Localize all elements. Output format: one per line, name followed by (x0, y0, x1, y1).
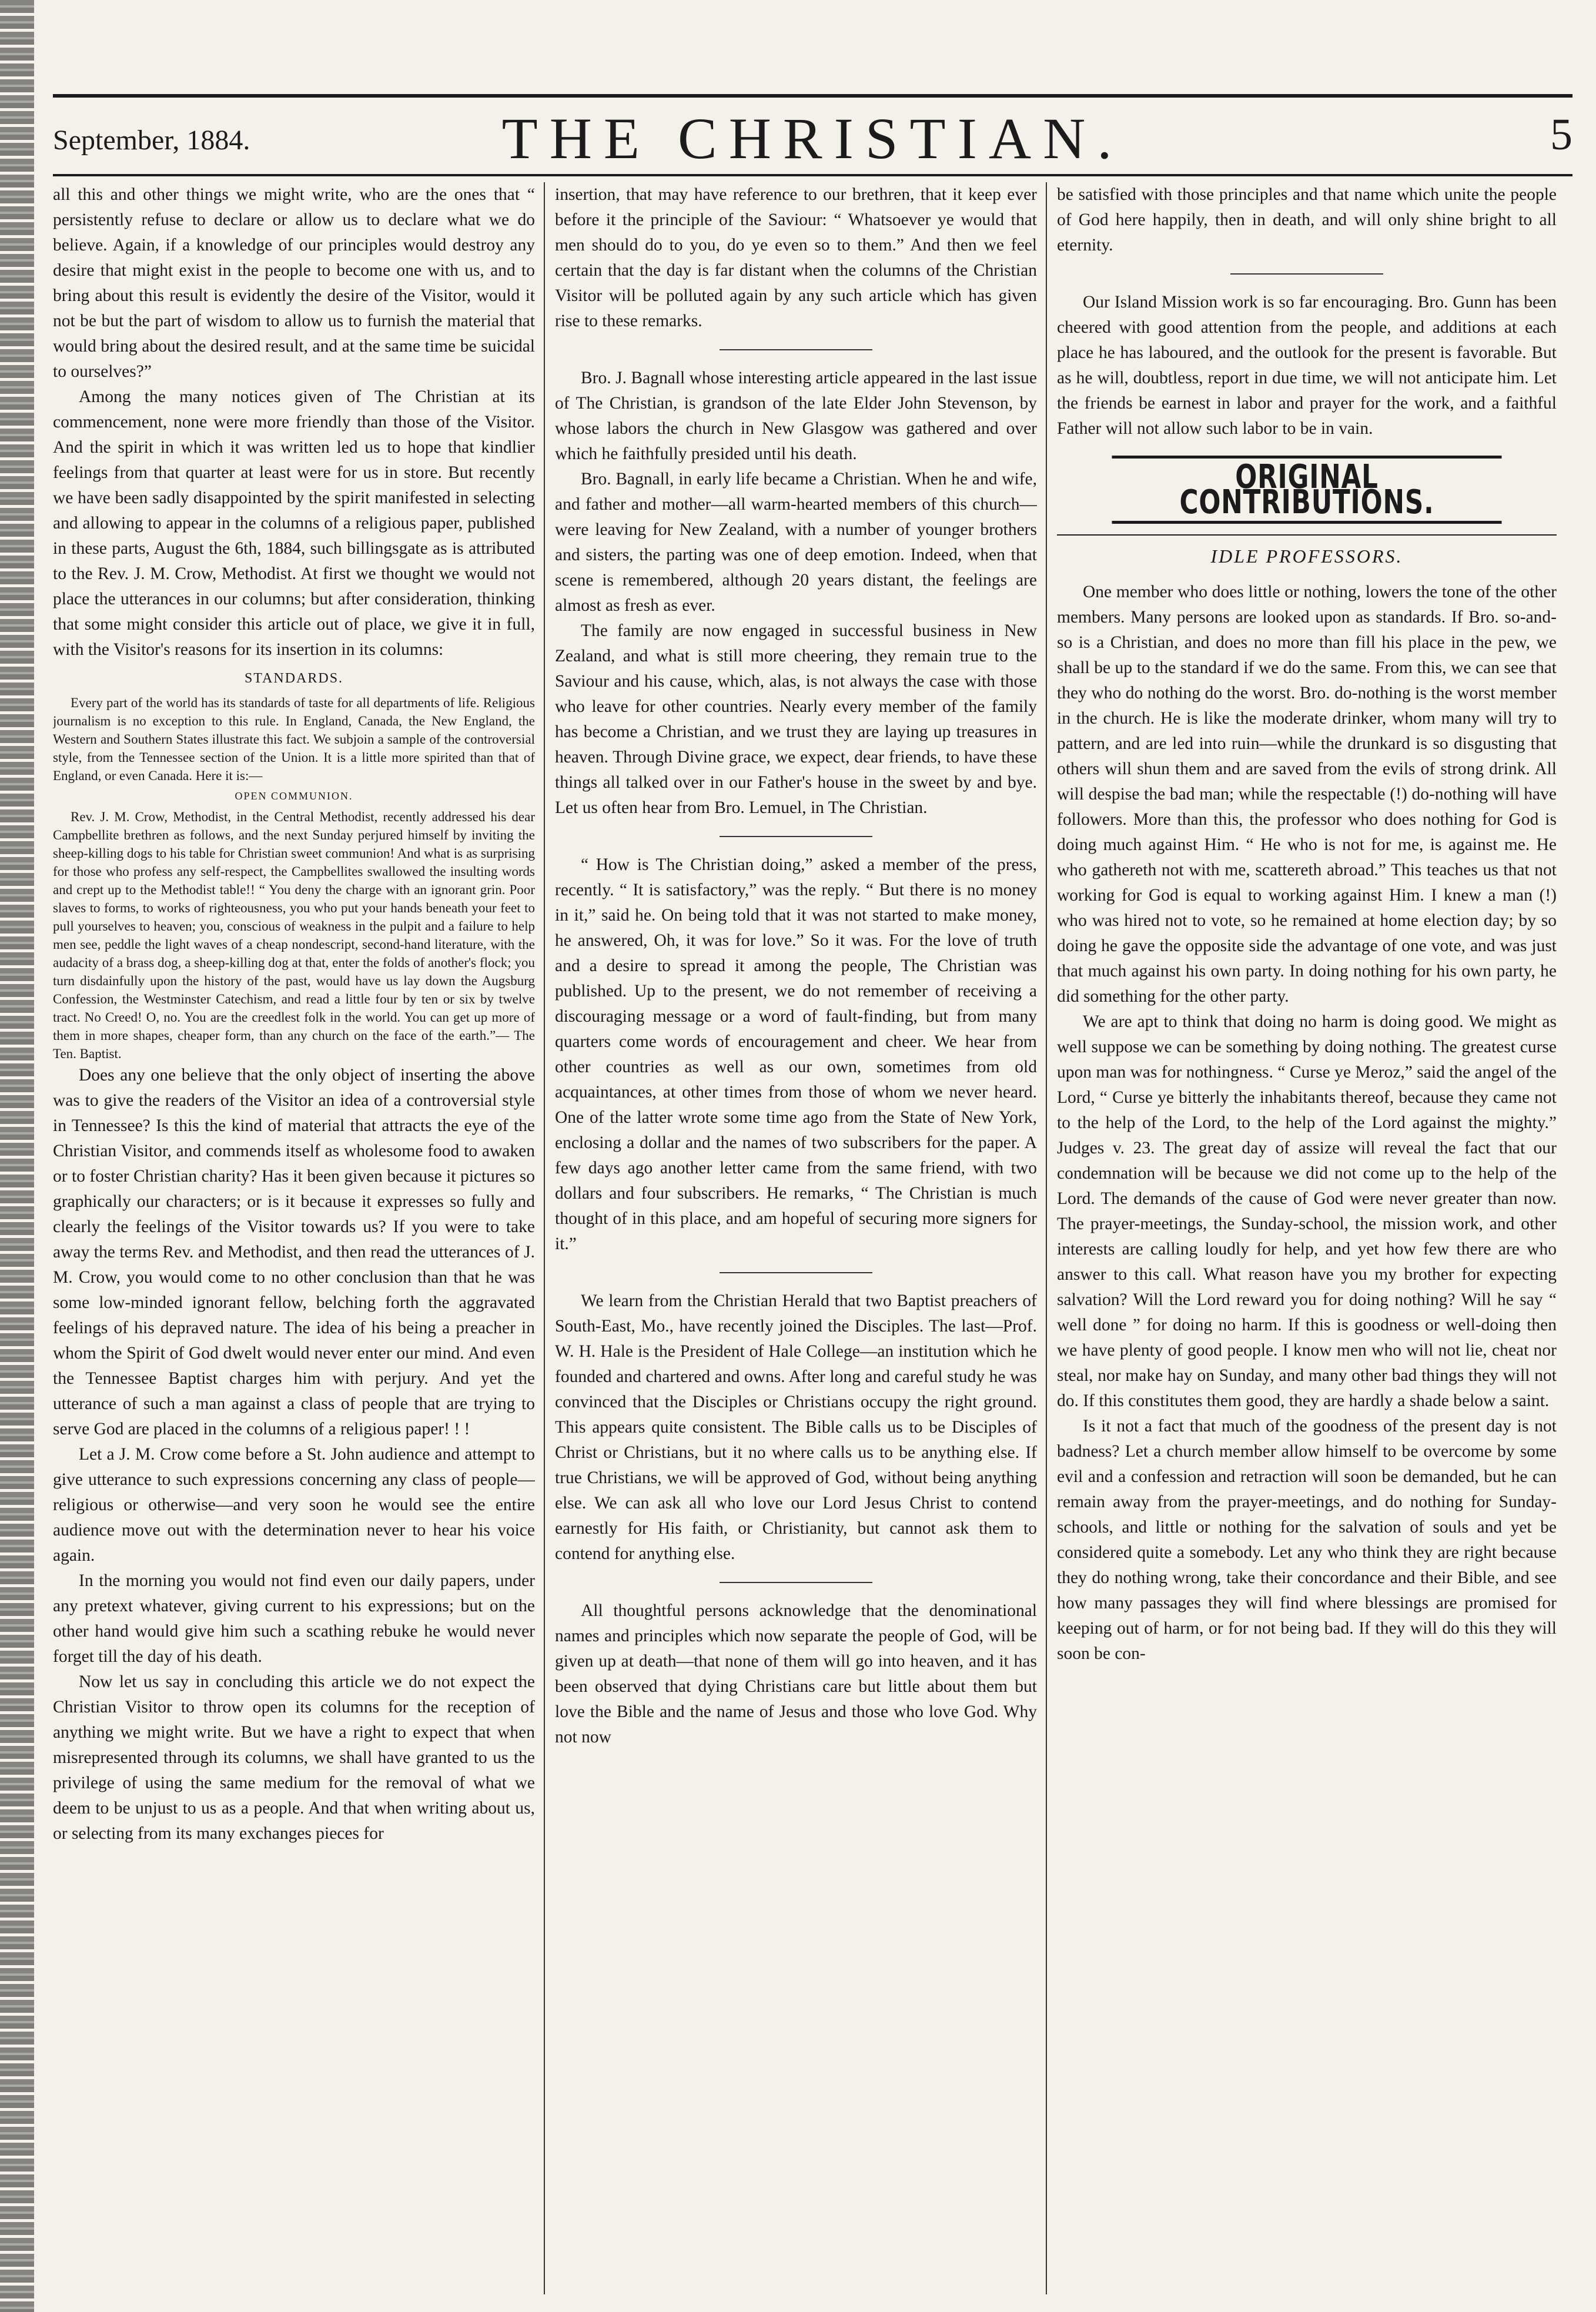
masthead-rule-top (53, 94, 1572, 98)
column-divider-2 (1046, 182, 1047, 2294)
open-communion-text: Rev. J. M. Crow, Methodist, in the Central Methodist, recently addressed his dear Campbellite brethren as follows, and the next Sunday perjured himself by inviting the sheep-killing dogs to his table for Christian sweet communion! And what is as surprising for those who profess any self-respect, the Campbellites swallowed the insulting words and crept up to the Methodist table!! “ You deny the charge with an ignorant grin. Poor slaves to forms, to works of righteousness, you who put your hands beneath your feet to pull yourselves to heaven; you, conscious of weakness in the pulpit and a failure to help men see, peddle the light waves of a cheap nondescript, second-hand literature, with the audacity of a brass dog, a sheep-killing dog at that, enter the folds of another's flock; you turn disdainfully upon the history of the past, would have us lay down the Augsburg Confession, the Westminster Catechism, and read a little four by ten or six by twelve tract. No Creed! O, no. You are the creedlest folk in the world. You can get up more of them in more shapes, cheaper form, than any church on the face of the earth.”— The Ten. Baptist. (53, 809, 535, 1061)
mission-paragraph: Our Island Mission work is so far encouraging. Bro. Gunn has been cheered with good attention from the people, and additions at each place he has laboured, and the outlook for the present is favorable. But as he will, doubtless, report in due time, we will not anticipate him. Let the friends be earnest in labor and prayer for the work, and a faithful Father will not allow such labor to be in vain. (1057, 293, 1557, 438)
article-paragraph: Let a J. M. Crow come before a St. John audience and attempt to give utterance to such expressions concerning any class of people—religious or otherwise—and very soon he would see the entire audience move out with the determination never to hear his voice again. (53, 1445, 535, 1565)
banner-rule (1057, 534, 1557, 536)
standards-heading: STANDARDS. (244, 671, 344, 686)
article-paragraph: all this and other things we might write, who are the ones that “ persistently refuse to declare or allow us to declare what we do believe. Again, if a knowledge of our principles would destroy any desire that might exist in the people to become one with us, and to bring about this result is evidently the desire of the Visitor, would it not be but the part of wisdom to allow us to furnish the material that would bring about the desired result, and at the same time be suicidal to ourselves?” (53, 185, 535, 381)
column-three (1057, 182, 1557, 2294)
article-paragraph: We are apt to think that doing no harm is doing good. We might as well suppose we can be something by doing nothing. The greatest curse upon man was for nothingness. “ Curse ye Meroz,” said the angel of the Lord, “ Curse ye bitterly the inhabitants thereof, because they came not to the help of the Lord, to the help of the Lord against the mighty.” Judges v. 23. The great day of assize will reveal the fact that our condemnation will be because we did not come up to the help of the Lord. The demands of the cause of God were never greater than now. The prayer-meetings, the Sunday-school, the mission work, and other interests are calling loudly for help, and yet how few there are who answer to this call. What reason have you my brother for expecting salvation? Will the Lord reward you for doing nothing? Will he say “ well done ” for doing no harm. If this is goodness or well-doing then we have plenty of good people. I know men who will not lie, cheat nor steal, nor make hay on Sunday, and many other bad things they will not do. If this constitutes them good, they are hardly a shade below a saint. (1057, 1012, 1557, 1410)
article-paragraph: In the morning you would not find even our daily papers, under any pretext whatever, giving current to his expressions; but on the other hand would give him such a scathing rebuke he would never forget till the day of his death. (53, 1571, 535, 1666)
binding-edge (0, 0, 34, 2312)
article-paragraph: Now let us say in concluding this article we do not expect the Christian Visitor to throw open its columns for the reception of anything we might write. But we have a right to expect that when misrepresented through its columns, we shall have granted to us the privilege of using the same medium for the removal of what we deem to be unjust to us as a people. And that when writing about us, or selecting from its many exchanges pieces for (53, 1672, 535, 1843)
issue-date: September, 1884. (53, 125, 250, 156)
news-paragraph: All thoughtful persons acknowledge that the denominational names and principles which now separate the people of God, will be given up at death—that none of them will go into heaven, and it has been observed that dying Christians care but little about them but love the Bible and the name of Jesus and those who love God. Why not now (555, 1601, 1037, 1746)
section-separator (720, 836, 872, 837)
bagnall-paragraph: Bro. Bagnall, in early life became a Christian. When he and wife, and father and mother—all warm-hearted members of this church—were leaving for New Zealand, with a number of younger brothers and sisters, the parting was one of deep emotion. Indeed, when that scene is remembered, although 20 years distant, the feelings are almost as fresh as ever. (555, 470, 1037, 615)
article-paragraph: One member who does little or nothing, lowers the tone of the other members. Many persons are looked upon as standards. If Bro. so-and-so is a Christian, and does no more than fill his place in the pew, we shall be up to the standard if we do the same. From this, we can see that they who do nothing do the worst. Bro. do-nothing is the worst member in the church. He is like the moderate drinker, whom many will try to pattern, and are led into ruin—while the drunkard is so disgusting that others will shun them and are saved from the evils of strong drink. All will despise the bad man; while the respectable (!) do-nothing will have followers. More than this, the professor who does nothing for God is doing much against Him. “ He who is not for me, is against me. He who gathereth not with me, scattereth abroad.” This teaches us that not working for God is equal to working against Him. I knew a man (!) who was hired not to vote, so he remained at home election day; by so doing he gave the opposite side the advantage of one vote, and was just that much against his own party. In doing nothing for his own party, he did something for the other party. (1057, 583, 1557, 1006)
standards-text: Every part of the world has its standards of taste for all departments of life. Religious journalism is no exception to this rule. In England, Canada, the New England, the Western and Southern States illustrate this fact. We subjoin a sample of the controversial style, from the Tennessee section of the Union. It is a little more spirited than that of England, or even Canada. Here it is:— (53, 695, 535, 783)
bagnall-paragraph: Bro. J. Bagnall whose interesting article appeared in the last issue of The Christian, is grandson of the late Elder John Stevenson, by whose labors the church in New Glasgow was gathered and over which he faithfully presided until his death. (555, 369, 1037, 463)
masthead (53, 99, 1572, 173)
news-paragraph: We learn from the Christian Herald that two Baptist preachers of South-East, Mo., have recently joined the Disciples. The last—Prof. W. H. Hale is the President of Hale College—an institution which he founded and chartered and owns. After long and careful study he was convinced that the Disciples or Christians occupy the right ground. This appears quite consistent. The Bible calls us to be Disciples of Christ or Christians, but it no where calls us to be anything else. If true Christians, we will be approved of God, without being anything else. We can ask all who love our Lord Jesus Christ to contend earnestly for His faith, or Christianity, but cannot ask them to contend for anything else. (555, 1291, 1037, 1563)
standards-quote (53, 694, 535, 1063)
masthead-rule-bottom (53, 174, 1572, 176)
section-separator (1230, 273, 1383, 275)
page-number: 5 (1550, 110, 1572, 159)
article-paragraph: Is it not a fact that much of the goodness of the present day is not badness? Let a church member allow himself to be overcome by some evil and a confession and retraction will soon be demanded, but he can remain away from the prayer-meetings, and do nothing for Sunday-schools, and little or nothing for the salvation of souls and yet be considered quite a somebody. Let any who think they are right because they do nothing wrong, take their concordance and their Bible, and see how many passages they will find where blessings are promised for keeping out of harm, or for not being bad. If they will do this they will soon be con- (1057, 1417, 1557, 1663)
section-separator (720, 1272, 872, 1273)
open-communion-heading: OPEN COMMUNION. (235, 790, 353, 802)
article-paragraph: be satisfied with those principles and that name which unite the people of God here happily, then in death, and will only shine bright to all eternity. (1057, 185, 1557, 255)
article-title: IDLE PROFESSORS. (1210, 546, 1403, 567)
bagnall-paragraph: The family are now engaged in successful business in New Zealand, and what is still more cheering, they remain true to the Saviour and his cause, which, alas, is not always the case with those who leave for other countries. Nearly every member of the family has become a Christian, and we trust they are laying up treasures in heaven. Through Divine grace, we expect, dear friends, to have these things all talked over in our Father's house in the sweet by and bye. Let us often hear from Bro. Lemuel, in The Christian. (555, 621, 1037, 817)
paper-status-paragraph: “ How is The Christian doing,” asked a member of the press, recently. “ It is satisfactory,” was the reply. “ But there is no money in it,” said he. On being told that it was not started to make money, he answered, Oh, it was for love.” So it was. For the love of truth and a desire to spread it among the people, The Christian was published. Up to the present, we do not remember of receiving a discouraging message or a word of fault-finding, but from many quarters come words of encouragement and cheer. We hear from other countries as well as our own, sometimes from old acquaintances, at other times from those of whom we never heard. One of the latter wrote some time ago from the State of New York, enclosing a dollar and the names of two subscribers for the paper. A few days ago another letter came from the same friend, with two dollars and four subscribers. He remarks, “ The Christian is much thought of in this place, and am hopeful of securing more signers for it.” (555, 855, 1037, 1253)
section-separator (720, 1582, 872, 1583)
section-banner: ORIGINAL CONTRIBUTIONS. (1112, 456, 1502, 524)
article-paragraph: Does any one believe that the only object of inserting the above was to give the readers of the Visitor an idea of a controversial style in Tennessee? Is this the kind of material that attracts the eye of the Christian Visitor, and commends itself as wholesome food to awaken or to foster Christian charity? Has it been given because it pictures so graphically our characters; or is it because it expresses so fully and clearly the feelings of the Visitor towards us? If you were to take away the terms Rev. and Methodist, and then read the utterances of J. M. Crow, you would come to no other conclusion than that he was some low-minded ignorant fellow, belching forth the aggravated feelings of his depraved nature. The idea of his being a preacher in whom the Spirit of God dwelt would never enter our mind. And even the Tennessee Baptist charges him with perjury. And yet the utterance of such a man against a class of people that are trying to serve God are placed in the columns of a religious paper! ! ! (53, 1066, 535, 1438)
column-one (53, 182, 535, 2294)
section-separator (720, 349, 872, 350)
newspaper-title: THE CHRISTIAN. (501, 106, 1124, 171)
column-two (555, 182, 1037, 2294)
column-divider-1 (544, 182, 545, 2294)
article-paragraph: insertion, that may have reference to our brethren, that it keep ever before it the principle of the Saviour: “ Whatsoever ye would that men should do to you, do ye even so to them.” And then we feel certain that the day is far distant when the columns of the Christian Visitor will be polluted again by any such article which has given rise to these remarks. (555, 185, 1037, 330)
article-paragraph: Among the many notices given of The Christian at its commencement, none were more friendly than those of the Visitor. And the spirit in which it was written led us to hope that kindlier feelings from that quarter at least were for us in store. But recently we have been sadly disappointed by the spirit manifested in selecting and allowing to appear in the columns of a religious paper, published in these parts, August the 6th, 1884, such billingsgate as is attributed to the Rev. J. M. Crow, Methodist. At first we thought we would not place the utterances in our columns; but after consideration, thinking that some might consider this article out of place, we give it in full, with the Visitor's reasons for its insertion in its columns: (53, 387, 535, 659)
